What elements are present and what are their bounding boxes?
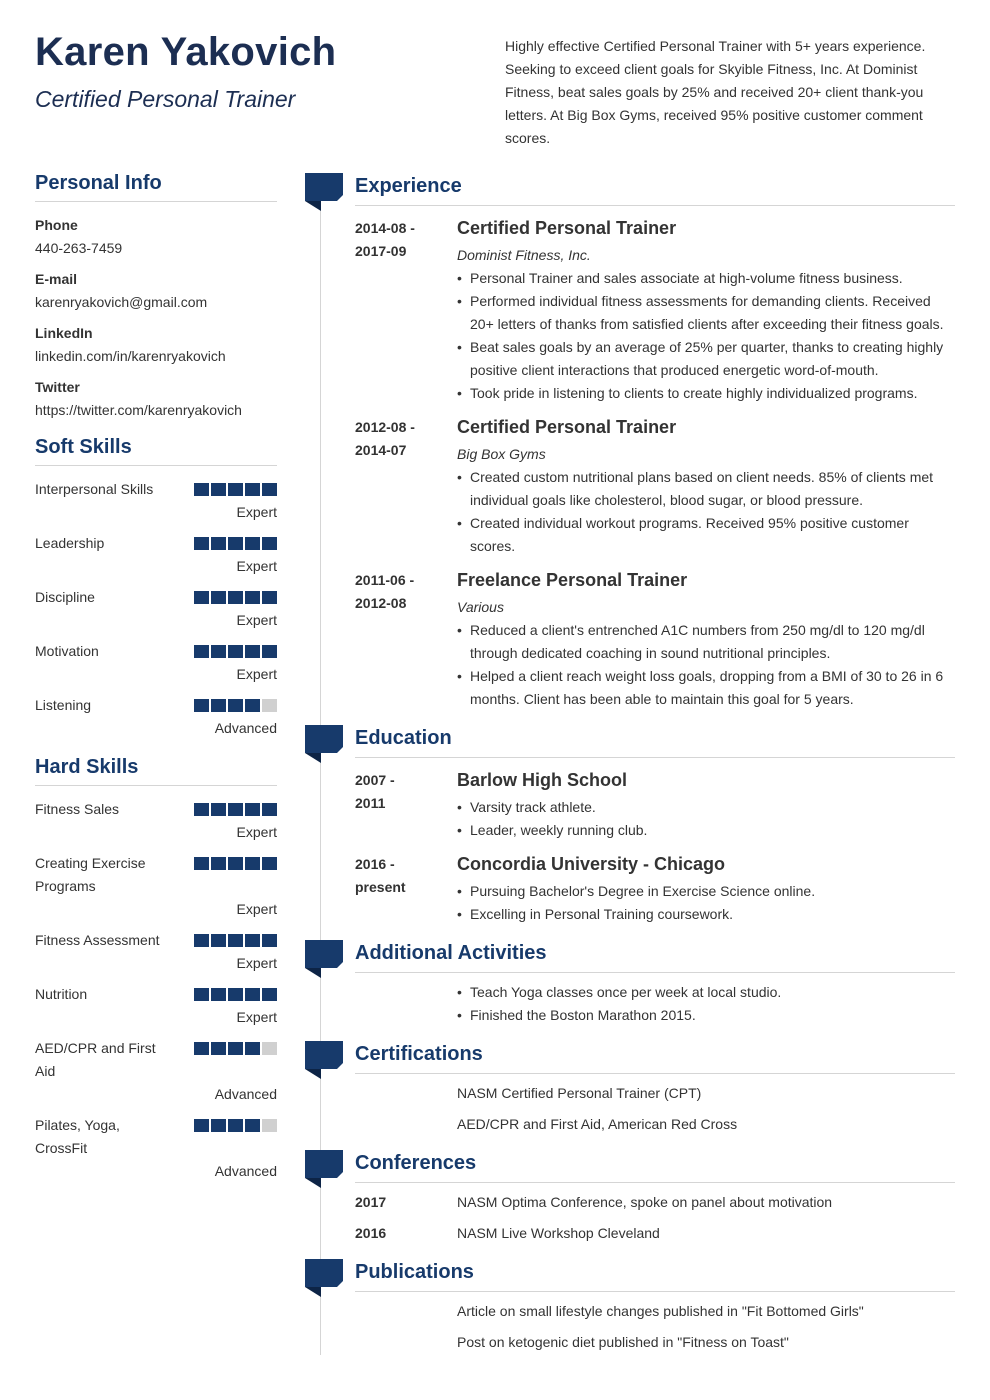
- rating-square-filled: [194, 591, 209, 604]
- experience-entry: [355, 217, 955, 405]
- education-details: [457, 796, 955, 842]
- duty-list: [457, 267, 955, 405]
- rating-square-filled: [211, 803, 226, 816]
- education-detail: • Varsity track athlete.: [457, 796, 955, 819]
- skill-level: Advanced: [214, 720, 277, 736]
- duty-list: [457, 619, 955, 711]
- linkedin-value[interactable]: linkedin.com/in/karenryakovich: [35, 348, 226, 364]
- rating-square-filled: [228, 857, 243, 870]
- activities-list: [457, 981, 955, 1027]
- rating-square-filled: [194, 699, 209, 712]
- rating-square-filled: [245, 537, 260, 550]
- rating-square-filled: [194, 483, 209, 496]
- entry-date: [355, 416, 435, 462]
- twitter-label: Twitter: [35, 379, 80, 395]
- rating-square-filled: [245, 483, 260, 496]
- sidebar: [35, 172, 277, 1191]
- duty-item: • Helped a client reach weight loss goals, dropping from a BMI of 30 to 26 in 6 months. Client has been able to maintain this goal for 5 years.: [457, 665, 955, 711]
- rating-square-filled: [194, 934, 209, 947]
- rating-square-filled: [228, 645, 243, 658]
- conferences-section-header: [305, 1149, 955, 1183]
- rating-square-filled: [262, 988, 277, 1001]
- school-name: Barlow High School: [457, 770, 628, 790]
- rating-square-filled: [245, 988, 260, 1001]
- hard-skills-list: [35, 798, 277, 1183]
- phone-label: Phone: [35, 217, 78, 233]
- education-detail: • Pursuing Bachelor's Degree in Exercise Science online.: [457, 880, 955, 903]
- rating-square-filled: [228, 988, 243, 1001]
- skill-level: Advanced: [214, 1163, 277, 1179]
- job-title: Certified Personal Trainer: [457, 417, 677, 437]
- entry-date: [355, 569, 435, 615]
- job-title: Freelance Personal Trainer: [457, 570, 688, 590]
- activity-item: • Teach Yoga classes once per week at local studio.: [457, 981, 955, 1004]
- phone-value: 440-263-7459: [35, 240, 123, 256]
- skill-name: Leadership: [35, 535, 105, 551]
- publications-heading: Publications: [355, 1258, 955, 1292]
- skill-item: [35, 929, 277, 975]
- rating-square-filled: [194, 857, 209, 870]
- certifications-heading: Certifications: [355, 1040, 955, 1074]
- skill-rating: [194, 803, 277, 816]
- hard-skills-heading: Hard Skills: [35, 756, 277, 786]
- rating-square-filled: [228, 1119, 243, 1132]
- skill-rating: [194, 857, 277, 870]
- rating-square-filled: [262, 591, 277, 604]
- date-to: present: [355, 879, 406, 895]
- rating-square-filled: [211, 591, 226, 604]
- rating-square-filled: [245, 1119, 260, 1132]
- education-detail: • Leader, weekly running club.: [457, 819, 955, 842]
- skill-item: [35, 640, 277, 686]
- rating-square-filled: [228, 591, 243, 604]
- skill-rating: [194, 1119, 277, 1132]
- skill-item: [35, 478, 277, 524]
- skill-rating: [194, 934, 277, 947]
- education-section-header: [305, 724, 955, 758]
- date-from: 2011-06 -: [355, 572, 415, 588]
- duty-item: • Created custom nutritional plans based on client needs. 85% of clients met individual goals like cholesterol, blood sugar, or blood pressure.: [457, 466, 955, 512]
- skill-item: [35, 852, 277, 921]
- education-entry: [355, 769, 955, 842]
- company-name: Various: [457, 599, 504, 615]
- skill-level: Expert: [236, 955, 277, 971]
- skill-rating: [194, 537, 277, 550]
- soft-skills-heading: Soft Skills: [35, 436, 277, 466]
- education-details: [457, 880, 955, 926]
- section-flag-icon: [305, 1259, 343, 1297]
- duty-item: • Beat sales goals by an average of 25% per quarter, thanks to creating highly positive client interactions that produced energetic word-of-mouth.: [457, 336, 955, 382]
- rating-square-filled: [245, 857, 260, 870]
- linkedin-label: LinkedIn: [35, 325, 93, 341]
- date-to: 2014-07: [355, 442, 407, 458]
- activities-section-header: [305, 939, 955, 973]
- skill-rating: [194, 699, 277, 712]
- skill-name: Nutrition: [35, 986, 88, 1002]
- experience-heading: Experience: [355, 172, 955, 206]
- entry-date: [355, 769, 435, 815]
- rating-square-filled: [211, 645, 226, 658]
- skill-name: Motivation: [35, 643, 99, 659]
- skill-level: Expert: [236, 901, 277, 917]
- date-to: 2017-09: [355, 243, 407, 259]
- skill-level: Expert: [236, 612, 277, 628]
- education-heading: Education: [355, 724, 955, 758]
- job-title: Certified Personal Trainer: [457, 218, 677, 238]
- summary: Highly effective Certified Personal Trainer with 5+ years experience. Seeking to exceed client goals for Skyible Fitness, Inc. At Dominist Fitness, beat sales goals by 25% and received 20+ client thank-you letters. At Big Box Gyms, received 95% positive customer comment scores.: [505, 38, 926, 146]
- experience-entry: [355, 416, 955, 558]
- duty-list: [457, 466, 955, 558]
- school-name: Concordia University - Chicago: [457, 854, 726, 874]
- skill-item: [35, 1114, 277, 1183]
- skill-name: Fitness Sales: [35, 801, 120, 817]
- rating-square-filled: [228, 934, 243, 947]
- certifications-entry: [355, 1082, 955, 1144]
- personal-info-heading: Personal Info: [35, 172, 277, 202]
- conferences-heading: Conferences: [355, 1149, 955, 1183]
- conference-entry: [355, 1191, 955, 1222]
- twitter-value[interactable]: https://twitter.com/karenryakovich: [35, 402, 242, 418]
- rating-square-filled: [211, 1042, 226, 1055]
- rating-square-filled: [194, 803, 209, 816]
- conference-text: NASM Optima Conference, spoke on panel about motivation: [457, 1194, 833, 1210]
- skill-level: Expert: [236, 558, 277, 574]
- rating-square-filled: [211, 988, 226, 1001]
- skill-item: [35, 586, 277, 632]
- skill-item: [35, 798, 277, 844]
- rating-square-filled: [211, 934, 226, 947]
- duty-item: • Took pride in listening to clients to create highly individualized programs.: [457, 382, 955, 405]
- rating-square-filled: [228, 699, 243, 712]
- section-flag-icon: [305, 173, 343, 211]
- company-name: Dominist Fitness, Inc.: [457, 247, 591, 263]
- skill-level: Expert: [236, 504, 277, 520]
- rating-square-filled: [245, 591, 260, 604]
- publication-item: Post on ketogenic diet published in "Fitness on Toast": [457, 1334, 789, 1350]
- section-flag-icon: [305, 1041, 343, 1079]
- rating-square-filled: [228, 483, 243, 496]
- rating-square-filled: [194, 1119, 209, 1132]
- conference-entry: [355, 1222, 955, 1253]
- skill-item: [35, 532, 277, 578]
- rating-square-filled: [194, 1042, 209, 1055]
- education-detail: • Excelling in Personal Training coursework.: [457, 903, 955, 926]
- skill-level: Expert: [236, 1009, 277, 1025]
- email-label: E-mail: [35, 271, 78, 287]
- duty-item: • Personal Trainer and sales associate at high-volume fitness business.: [457, 267, 955, 290]
- soft-skills-list: [35, 478, 277, 740]
- date-to: 2011: [355, 795, 386, 811]
- rating-square-filled: [194, 988, 209, 1001]
- rating-square-empty: [262, 1119, 277, 1132]
- date-to: 2012-08: [355, 595, 407, 611]
- skill-name: Discipline: [35, 589, 95, 605]
- candidate-title: Certified Personal Trainer: [35, 86, 296, 112]
- rating-square-filled: [245, 645, 260, 658]
- rating-square-filled: [245, 1042, 260, 1055]
- rating-square-empty: [262, 699, 277, 712]
- skill-level: Expert: [236, 824, 277, 840]
- email-value[interactable]: karenryakovich@gmail.com: [35, 294, 208, 310]
- rating-square-filled: [262, 934, 277, 947]
- activities-heading: Additional Activities: [355, 939, 955, 973]
- skill-rating: [194, 645, 277, 658]
- rating-square-filled: [211, 699, 226, 712]
- rating-square-filled: [262, 645, 277, 658]
- rating-square-filled: [211, 1119, 226, 1132]
- section-flag-icon: [305, 725, 343, 763]
- skill-name: Fitness Assessment: [35, 932, 160, 948]
- conference-year: 2016: [355, 1225, 387, 1241]
- experience-entry: [355, 569, 955, 711]
- rating-square-filled: [228, 1042, 243, 1055]
- section-flag-icon: [305, 1150, 343, 1188]
- rating-square-filled: [245, 803, 260, 816]
- rating-square-filled: [262, 483, 277, 496]
- rating-square-filled: [262, 803, 277, 816]
- duty-item: • Performed individual fitness assessments for demanding clients. Received 20+ letters of thanks from satisfied clients after exceeding their fitness goals.: [457, 290, 955, 336]
- date-from: 2012-08 -: [355, 419, 415, 435]
- company-name: Big Box Gyms: [457, 446, 546, 462]
- skill-rating: [194, 1042, 277, 1055]
- date-from: 2016 -: [355, 856, 395, 872]
- certification-item: AED/CPR and First Aid, American Red Cross: [457, 1116, 738, 1132]
- rating-square-filled: [194, 645, 209, 658]
- skill-item: [35, 1037, 277, 1106]
- candidate-name: Karen Yakovich: [35, 30, 337, 74]
- conference-year: 2017: [355, 1194, 387, 1210]
- rating-square-filled: [194, 537, 209, 550]
- entry-date: [355, 217, 435, 263]
- duty-item: • Created individual workout programs. Received 95% positive customer scores.: [457, 512, 955, 558]
- activities-entry: [355, 981, 955, 1027]
- entry-date: [355, 853, 435, 899]
- skill-item: [35, 694, 277, 740]
- rating-square-filled: [245, 934, 260, 947]
- rating-square-filled: [228, 537, 243, 550]
- conference-text: NASM Live Workshop Cleveland: [457, 1225, 660, 1241]
- rating-square-empty: [262, 1042, 277, 1055]
- education-entry: [355, 853, 955, 926]
- skill-name: Listening: [35, 697, 92, 713]
- skill-rating: [194, 988, 277, 1001]
- skill-level: Advanced: [214, 1086, 277, 1102]
- certifications-section-header: [305, 1040, 955, 1074]
- skill-name: Interpersonal Skills: [35, 481, 154, 497]
- skill-name: AED/CPR and First Aid: [35, 1040, 156, 1079]
- skill-rating: [194, 591, 277, 604]
- skill-rating: [194, 483, 277, 496]
- activity-item: • Finished the Boston Marathon 2015.: [457, 1004, 955, 1027]
- experience-section-header: [305, 172, 955, 206]
- rating-square-filled: [228, 803, 243, 816]
- rating-square-filled: [211, 537, 226, 550]
- certification-item: NASM Certified Personal Trainer (CPT): [457, 1085, 702, 1101]
- section-flag-icon: [305, 940, 343, 978]
- publication-item: Article on small lifestyle changes published in "Fit Bottomed Girls": [457, 1303, 864, 1319]
- date-from: 2014-08 -: [355, 220, 415, 236]
- duty-item: • Reduced a client's entrenched A1C numbers from 250 mg/dl to 120 mg/dl through dedicated coaching in sound nutritional principles.: [457, 619, 955, 665]
- date-from: 2007 -: [355, 772, 395, 788]
- skill-name: Creating Exercise Programs: [35, 855, 146, 894]
- rating-square-filled: [211, 483, 226, 496]
- rating-square-filled: [211, 857, 226, 870]
- publications-section-header: [305, 1258, 955, 1292]
- skill-level: Expert: [236, 666, 277, 682]
- personal-info-list: [35, 214, 277, 422]
- rating-square-filled: [262, 857, 277, 870]
- rating-square-filled: [262, 537, 277, 550]
- skill-item: [35, 983, 277, 1029]
- skill-name: Pilates, Yoga, CrossFit: [35, 1117, 120, 1156]
- rating-square-filled: [245, 699, 260, 712]
- publications-entry: [355, 1300, 955, 1362]
